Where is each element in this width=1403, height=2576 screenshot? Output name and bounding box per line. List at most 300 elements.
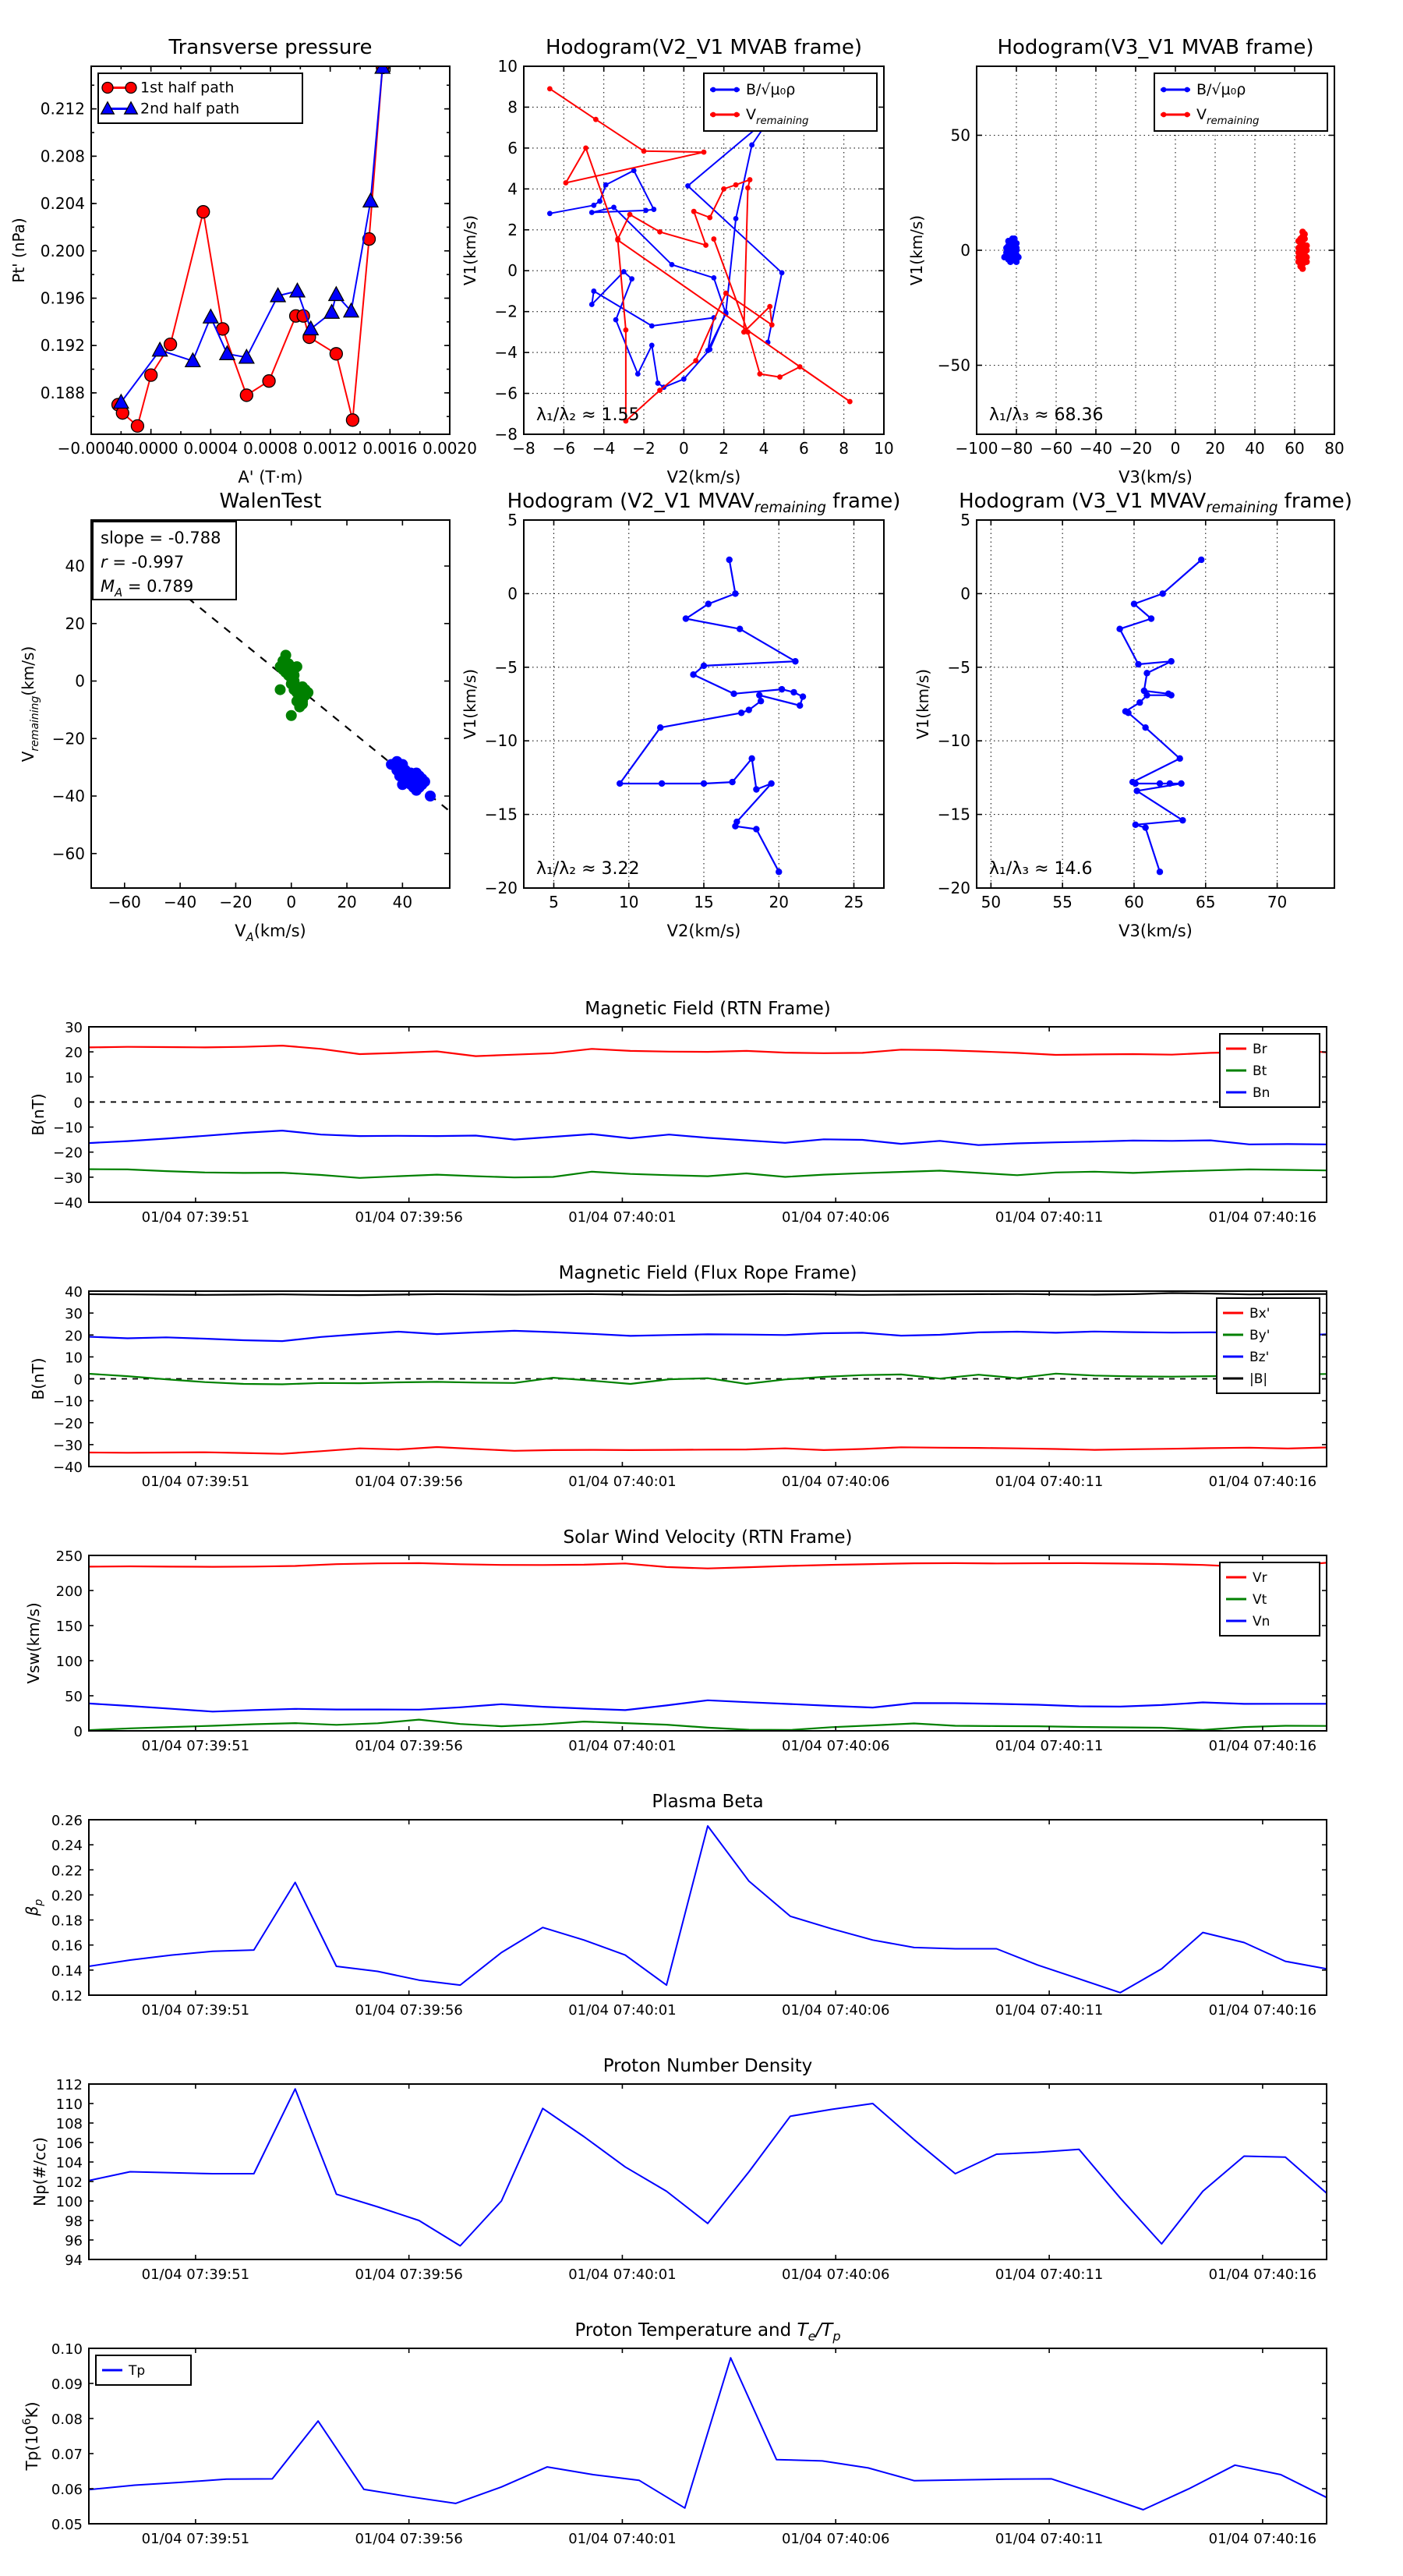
legend-label: $V_{remaining}$ — [1196, 106, 1260, 127]
marker-dot — [1116, 626, 1122, 632]
ts4-ylabel: $\beta_p$ — [23, 1898, 45, 1916]
ytick-label: 0 — [73, 1724, 83, 1740]
p5-xlabel: V2(km/s) — [666, 922, 741, 940]
marker-dot — [792, 658, 798, 664]
ts4-title: Plasma Beta — [652, 1792, 764, 1812]
marker-dot — [703, 242, 709, 248]
marker-dot — [748, 755, 755, 762]
marker-dot — [1299, 228, 1306, 235]
p1-title: Transverse pressure — [168, 36, 373, 59]
p5-title: Hodogram (V2_V1 $MVAV_{remaining}$ frame) — [507, 490, 901, 516]
axes-bg — [89, 1555, 1327, 1731]
xtick-label: 01/04 07:40:16 — [1208, 2531, 1317, 2547]
ytick-label: 30 — [65, 1020, 83, 1036]
marker-dot — [1133, 780, 1139, 787]
panel-p3 — [907, 36, 1345, 487]
legend-label: Bn — [1253, 1085, 1270, 1101]
ts2-title: Magnetic Field (Flux Rope Frame) — [558, 1263, 857, 1283]
xtick-label: 0 — [1170, 439, 1181, 458]
marker-circle — [131, 419, 143, 432]
xtick-label: 0.0012 — [302, 439, 358, 458]
marker-dot — [1185, 87, 1190, 93]
ytick-label: −20 — [53, 1145, 83, 1162]
ytick-label: −10 — [53, 1393, 83, 1410]
xtick-label: 01/04 07:39:56 — [355, 1474, 463, 1490]
marker-dot — [297, 681, 308, 692]
marker-dot — [635, 371, 641, 377]
xtick-label: 01/04 07:40:01 — [568, 2266, 677, 2283]
marker-dot — [726, 557, 733, 563]
ytick-label: 0.05 — [51, 2517, 83, 2533]
marker-dot — [1178, 780, 1184, 787]
marker-dot — [394, 770, 405, 781]
marker-dot — [758, 698, 764, 704]
marker-dot — [659, 780, 665, 787]
marker-dot — [657, 387, 663, 393]
stats-line: $M_A = 0.789$ — [101, 577, 194, 600]
xtick-label: 01/04 07:40:06 — [781, 1209, 890, 1226]
p5-ylabel: V1(km/s) — [461, 668, 479, 740]
marker-dot — [683, 615, 689, 621]
xtick-label: 20 — [337, 893, 357, 911]
marker-dot — [1157, 780, 1163, 787]
ytick-label: 0.09 — [51, 2376, 83, 2393]
p2-ylabel: V1(km/s) — [461, 214, 479, 286]
marker-dot — [776, 869, 782, 875]
ytick-label: 2 — [507, 220, 518, 239]
marker-dot — [286, 710, 297, 721]
marker-dot — [711, 87, 716, 93]
xtick-label: 01/04 07:39:56 — [355, 2266, 463, 2283]
marker-dot — [1131, 600, 1137, 607]
ytick-label: 5 — [960, 511, 970, 529]
marker-circle — [263, 375, 275, 387]
marker-dot — [1185, 112, 1190, 118]
marker-dot — [701, 663, 707, 669]
xtick-label: −6 — [552, 439, 576, 458]
ytick-label: 112 — [55, 2077, 83, 2093]
marker-dot — [1179, 817, 1186, 823]
ytick-label: −40 — [53, 1460, 83, 1476]
marker-dot — [711, 275, 716, 281]
panel-p6 — [914, 490, 1352, 940]
ytick-label: 6 — [507, 138, 518, 157]
xtick-label: 5 — [549, 893, 559, 911]
ytick-label: 0.196 — [40, 288, 85, 308]
ytick-label: −20 — [937, 879, 970, 897]
legend-label: Bz' — [1249, 1350, 1270, 1365]
marker-dot — [1015, 254, 1021, 260]
ytick-label: −8 — [494, 425, 518, 444]
marker-dot — [723, 291, 729, 296]
p2-annotation: λ₁/λ₂ ≈ 1.55 — [536, 405, 640, 425]
marker-dot — [707, 347, 712, 352]
xtick-label: −80 — [999, 439, 1034, 458]
xtick-label: 6 — [798, 439, 809, 458]
xtick-label: 01/04 07:40:06 — [781, 1738, 890, 1754]
ytick-label: −4 — [494, 343, 518, 363]
ytick-label: −6 — [494, 384, 518, 403]
ytick-label: 0 — [75, 671, 85, 691]
legend-p3 — [1154, 73, 1327, 131]
ytick-label: 0.188 — [40, 383, 85, 402]
axes-bg — [89, 2084, 1327, 2259]
marker-dot — [1143, 670, 1150, 676]
axes-bg — [89, 2348, 1327, 2524]
p5-annotation: λ₁/λ₂ ≈ 3.22 — [536, 859, 640, 879]
ytick-label: 150 — [55, 1619, 83, 1635]
p3-xlabel: V3(km/s) — [1119, 468, 1193, 487]
ytick-label: 0.10 — [51, 2341, 83, 2358]
panel-walen — [19, 490, 450, 944]
ytick-label: −15 — [484, 805, 518, 824]
ytick-label: 108 — [55, 2116, 83, 2132]
legend-label: Vn — [1253, 1614, 1270, 1629]
p3-ylabel: V1(km/s) — [907, 214, 926, 286]
xtick-label: 10 — [874, 439, 894, 458]
xtick-label: 15 — [694, 893, 714, 911]
marker-dot — [591, 203, 596, 208]
ytick-label: 100 — [55, 1654, 83, 1670]
marker-dot — [1168, 658, 1174, 664]
ytick-label: 0.200 — [40, 241, 85, 260]
marker-dot — [657, 724, 663, 731]
marker-circle — [330, 348, 342, 360]
marker-dot — [1168, 692, 1174, 698]
ytick-label: 96 — [65, 2233, 83, 2249]
xtick-label: 01/04 07:39:56 — [355, 2002, 463, 2019]
p3-title: Hodogram(V3_V1 MVAB frame) — [997, 36, 1314, 59]
legend-label: 2nd half path — [140, 100, 240, 118]
legend-label: Tp — [129, 2363, 146, 2379]
legend-p2 — [704, 73, 877, 131]
marker-dot — [747, 177, 753, 182]
ts5-title: Proton Number Density — [603, 2056, 813, 2076]
marker-dot — [730, 691, 737, 697]
legend-label: Vr — [1253, 1570, 1267, 1586]
ytick-label: 200 — [55, 1583, 83, 1600]
marker-dot — [670, 262, 675, 267]
ytick-label: 94 — [65, 2252, 83, 2269]
legend-label: 1st half path — [140, 79, 235, 97]
panel-ts2 — [29, 1263, 1327, 1490]
ytick-label: 110 — [55, 2097, 83, 2113]
xtick-label: 01/04 07:39:51 — [141, 2531, 250, 2547]
marker-dot — [1136, 699, 1143, 706]
xtick-label: 65 — [1196, 893, 1216, 911]
marker-dot — [274, 685, 285, 695]
xtick-label: 50 — [981, 893, 1002, 911]
xtick-label: 20 — [1205, 439, 1225, 458]
ytick-label: 0.212 — [40, 99, 85, 119]
ytick-label: −30 — [53, 1437, 83, 1454]
ytick-label: 4 — [507, 179, 518, 199]
xtick-label: 40 — [392, 893, 413, 911]
panel-p1 — [9, 36, 477, 487]
legend-label: B/√μ₀ρ — [1196, 81, 1246, 98]
xtick-label: 2 — [719, 439, 730, 458]
marker-dot — [589, 302, 595, 307]
marker-dot — [591, 288, 596, 294]
axes-bg — [977, 520, 1334, 888]
legend-ts3 — [1220, 1562, 1320, 1636]
marker-dot — [419, 777, 430, 787]
legend-p1 — [98, 73, 302, 123]
marker-dot — [1135, 661, 1141, 667]
marker-dot — [617, 780, 623, 787]
xtick-label: 0 — [678, 439, 689, 458]
ytick-label: 250 — [55, 1548, 83, 1565]
ytick-label: 20 — [65, 1328, 83, 1345]
marker-dot — [547, 211, 553, 216]
marker-dot — [597, 199, 603, 204]
legend-label: $V_{remaining}$ — [746, 106, 809, 127]
ts1-title: Magnetic Field (RTN Frame) — [585, 999, 831, 1019]
ytick-label: 0 — [73, 1371, 83, 1389]
marker-dot — [690, 671, 696, 678]
marker-dot — [733, 182, 739, 188]
xtick-label: −40 — [163, 893, 197, 911]
xtick-label: −60 — [1039, 439, 1073, 458]
p3-annotation: λ₁/λ₃ ≈ 68.36 — [989, 405, 1104, 425]
xtick-label: 01/04 07:40:01 — [568, 2002, 677, 2019]
ytick-label: −40 — [53, 1195, 83, 1212]
marker-dot — [769, 322, 775, 327]
xtick-label: 01/04 07:39:51 — [141, 1209, 250, 1226]
marker-dot — [732, 823, 738, 830]
marker-dot — [685, 183, 691, 189]
marker-dot — [651, 207, 656, 212]
marker-dot — [643, 207, 648, 213]
panel-ts6 — [21, 2320, 1327, 2547]
ts1-ylabel: B(nT) — [29, 1093, 48, 1136]
xtick-label: 01/04 07:40:01 — [568, 1474, 677, 1490]
ytick-label: 0.24 — [51, 1838, 83, 1855]
ytick-label: −20 — [484, 879, 518, 897]
xtick-label: 01/04 07:40:01 — [568, 1209, 677, 1226]
marker-dot — [611, 205, 617, 211]
marker-circle — [346, 414, 359, 426]
xtick-label: 40 — [1245, 439, 1265, 458]
xtick-label: 0.0016 — [362, 439, 418, 458]
p2-title: Hodogram(V2_V1 MVAB frame) — [545, 36, 863, 59]
marker-dot — [693, 358, 698, 363]
xtick-label: −100 — [955, 439, 998, 458]
ytick-label: −10 — [937, 731, 970, 751]
marker-dot — [691, 209, 697, 214]
marker-dot — [1011, 240, 1017, 246]
marker-dot — [1157, 869, 1163, 875]
walen-title: WalenTest — [219, 490, 322, 513]
ytick-label: 0.06 — [51, 2482, 83, 2498]
xtick-label: 01/04 07:40:11 — [995, 2002, 1104, 2019]
marker-dot — [627, 212, 633, 218]
marker-dot — [753, 786, 759, 792]
marker-dot — [779, 686, 785, 692]
ytick-label: −60 — [51, 844, 85, 863]
ytick-label: −40 — [51, 787, 85, 805]
xtick-label: 0.0008 — [243, 439, 298, 458]
marker-dot — [1125, 709, 1131, 716]
marker-dot — [1007, 259, 1013, 265]
xtick-label: 8 — [839, 439, 850, 458]
legend-ts6 — [96, 2355, 191, 2385]
marker-dot — [613, 317, 619, 323]
marker-dot — [1302, 247, 1308, 253]
xtick-label: 10 — [619, 893, 639, 911]
marker-dot — [711, 236, 716, 242]
marker-dot — [589, 210, 595, 215]
marker-dot — [790, 689, 797, 695]
ytick-label: −30 — [53, 1169, 83, 1187]
ytick-label: −20 — [51, 729, 85, 748]
marker-dot — [745, 329, 751, 334]
panel-ts1 — [29, 999, 1327, 1226]
xtick-label: 0.0000 — [123, 439, 178, 458]
legend-label: Br — [1253, 1042, 1267, 1057]
xtick-label: 01/04 07:39:51 — [141, 2002, 250, 2019]
marker-dot — [656, 380, 661, 386]
xtick-label: 01/04 07:39:56 — [355, 2531, 463, 2547]
marker-dot — [1159, 590, 1165, 596]
panel-ts4 — [23, 1792, 1327, 2019]
p6-annotation: λ₁/λ₃ ≈ 14.6 — [989, 859, 1093, 879]
marker-dot — [615, 237, 620, 242]
xtick-label: 01/04 07:40:06 — [781, 2266, 890, 2283]
panel-p5 — [461, 490, 900, 940]
p6-xlabel: V3(km/s) — [1119, 922, 1193, 940]
marker-dot — [737, 626, 743, 632]
xtick-label: 01/04 07:39:51 — [141, 1474, 250, 1490]
ytick-label: 0 — [507, 584, 518, 603]
xtick-label: 55 — [1052, 893, 1073, 911]
ytick-label: 98 — [65, 2213, 83, 2230]
xtick-label: 0.0004 — [183, 439, 239, 458]
ytick-label: 100 — [55, 2194, 83, 2210]
marker-dot — [711, 112, 716, 118]
ytick-label: −10 — [53, 1120, 83, 1137]
marker-dot — [702, 150, 707, 155]
xtick-label: 01/04 07:40:11 — [995, 2266, 1104, 2283]
walen-xlabel: $V_A(km/s)$ — [235, 922, 306, 944]
ytick-label: 50 — [65, 1689, 83, 1705]
ytick-label: 106 — [55, 2135, 83, 2152]
xtick-label: 20 — [769, 893, 789, 911]
ytick-label: 0.07 — [51, 2447, 83, 2463]
marker-dot — [756, 692, 762, 698]
ytick-label: 40 — [65, 557, 85, 575]
marker-dot — [1133, 787, 1140, 794]
ytick-label: 0.14 — [51, 1962, 83, 1980]
marker-dot — [1148, 615, 1154, 621]
marker-dot — [749, 143, 755, 148]
ytick-label: 0.26 — [51, 1813, 83, 1829]
ytick-label: −2 — [494, 302, 518, 321]
ytick-label: 50 — [950, 126, 970, 145]
xtick-label: 01/04 07:40:11 — [995, 1209, 1104, 1226]
xtick-label: 01/04 07:39:56 — [355, 1738, 463, 1754]
p1-ylabel: Pt' (nPa) — [9, 218, 28, 283]
marker-dot — [1009, 247, 1016, 253]
marker-dot — [1143, 692, 1150, 698]
ts6-ylabel: $Tp(10^6K)$ — [21, 2401, 41, 2471]
marker-dot — [701, 780, 707, 787]
legend-ts1 — [1220, 1034, 1320, 1107]
walen-ylabel: $V_{remaining}(km/s)$ — [19, 646, 41, 763]
p6-ylabel: V1(km/s) — [914, 668, 932, 740]
legend-ts2 — [1217, 1298, 1320, 1393]
marker-dot — [1142, 724, 1148, 731]
marker-dot — [292, 661, 302, 672]
marker-circle — [125, 83, 136, 94]
marker-dot — [629, 276, 634, 281]
legend-label: Vt — [1253, 1592, 1267, 1608]
marker-dot — [757, 371, 762, 377]
ytick-label: 0.22 — [51, 1863, 83, 1880]
marker-dot — [734, 87, 740, 93]
ts2-ylabel: B(nT) — [29, 1357, 48, 1400]
ytick-label: 30 — [65, 1306, 83, 1323]
marker-dot — [738, 709, 744, 716]
ytick-label: −10 — [484, 731, 518, 751]
ts5-ylabel: Np(#/cc) — [30, 2137, 49, 2206]
ytick-label: 0.208 — [40, 147, 85, 166]
marker-dot — [1133, 822, 1139, 828]
xtick-label: 01/04 07:40:06 — [781, 1474, 890, 1490]
ytick-label: 0.08 — [51, 2411, 83, 2428]
xtick-label: 01/04 07:40:06 — [781, 2002, 890, 2019]
marker-dot — [705, 600, 712, 607]
panel-p2 — [461, 36, 894, 487]
xtick-label: 01/04 07:40:16 — [1208, 1474, 1317, 1490]
panel-ts5 — [30, 2056, 1327, 2283]
marker-dot — [564, 180, 569, 186]
marker-dot — [733, 216, 739, 221]
marker-dot — [779, 270, 785, 275]
ytick-label: 0.204 — [40, 194, 85, 214]
ytick-label: 10 — [65, 1070, 83, 1087]
xtick-label: 4 — [758, 439, 769, 458]
xtick-label: −8 — [512, 439, 535, 458]
marker-dot — [732, 590, 738, 596]
marker-dot — [777, 374, 783, 380]
xtick-label: 0.0020 — [422, 439, 477, 458]
marker-circle — [197, 206, 210, 218]
xtick-label: −40 — [1079, 439, 1113, 458]
marker-dot — [767, 304, 772, 310]
marker-dot — [624, 327, 629, 333]
xtick-label: 01/04 07:40:16 — [1208, 2266, 1317, 2283]
marker-dot — [746, 706, 752, 713]
xtick-label: 80 — [1324, 439, 1345, 458]
xtick-label: −20 — [219, 893, 253, 911]
xtick-label: 60 — [1285, 439, 1305, 458]
marker-dot — [1161, 87, 1167, 93]
ytick-label: 0.20 — [51, 1888, 83, 1905]
marker-dot — [1003, 249, 1009, 256]
marker-dot — [641, 148, 647, 154]
marker-circle — [240, 389, 253, 402]
axes-bg — [524, 520, 884, 888]
marker-dot — [729, 779, 735, 785]
legend-label: |B| — [1249, 1371, 1268, 1387]
ytick-label: −50 — [937, 356, 970, 375]
xtick-label: −20 — [1119, 439, 1153, 458]
xtick-label: 60 — [1124, 893, 1144, 911]
ytick-label: 102 — [55, 2174, 83, 2191]
ts6-title: Proton Temperature and $T_e/T_p$ — [574, 2320, 841, 2344]
xtick-label: −4 — [592, 439, 616, 458]
